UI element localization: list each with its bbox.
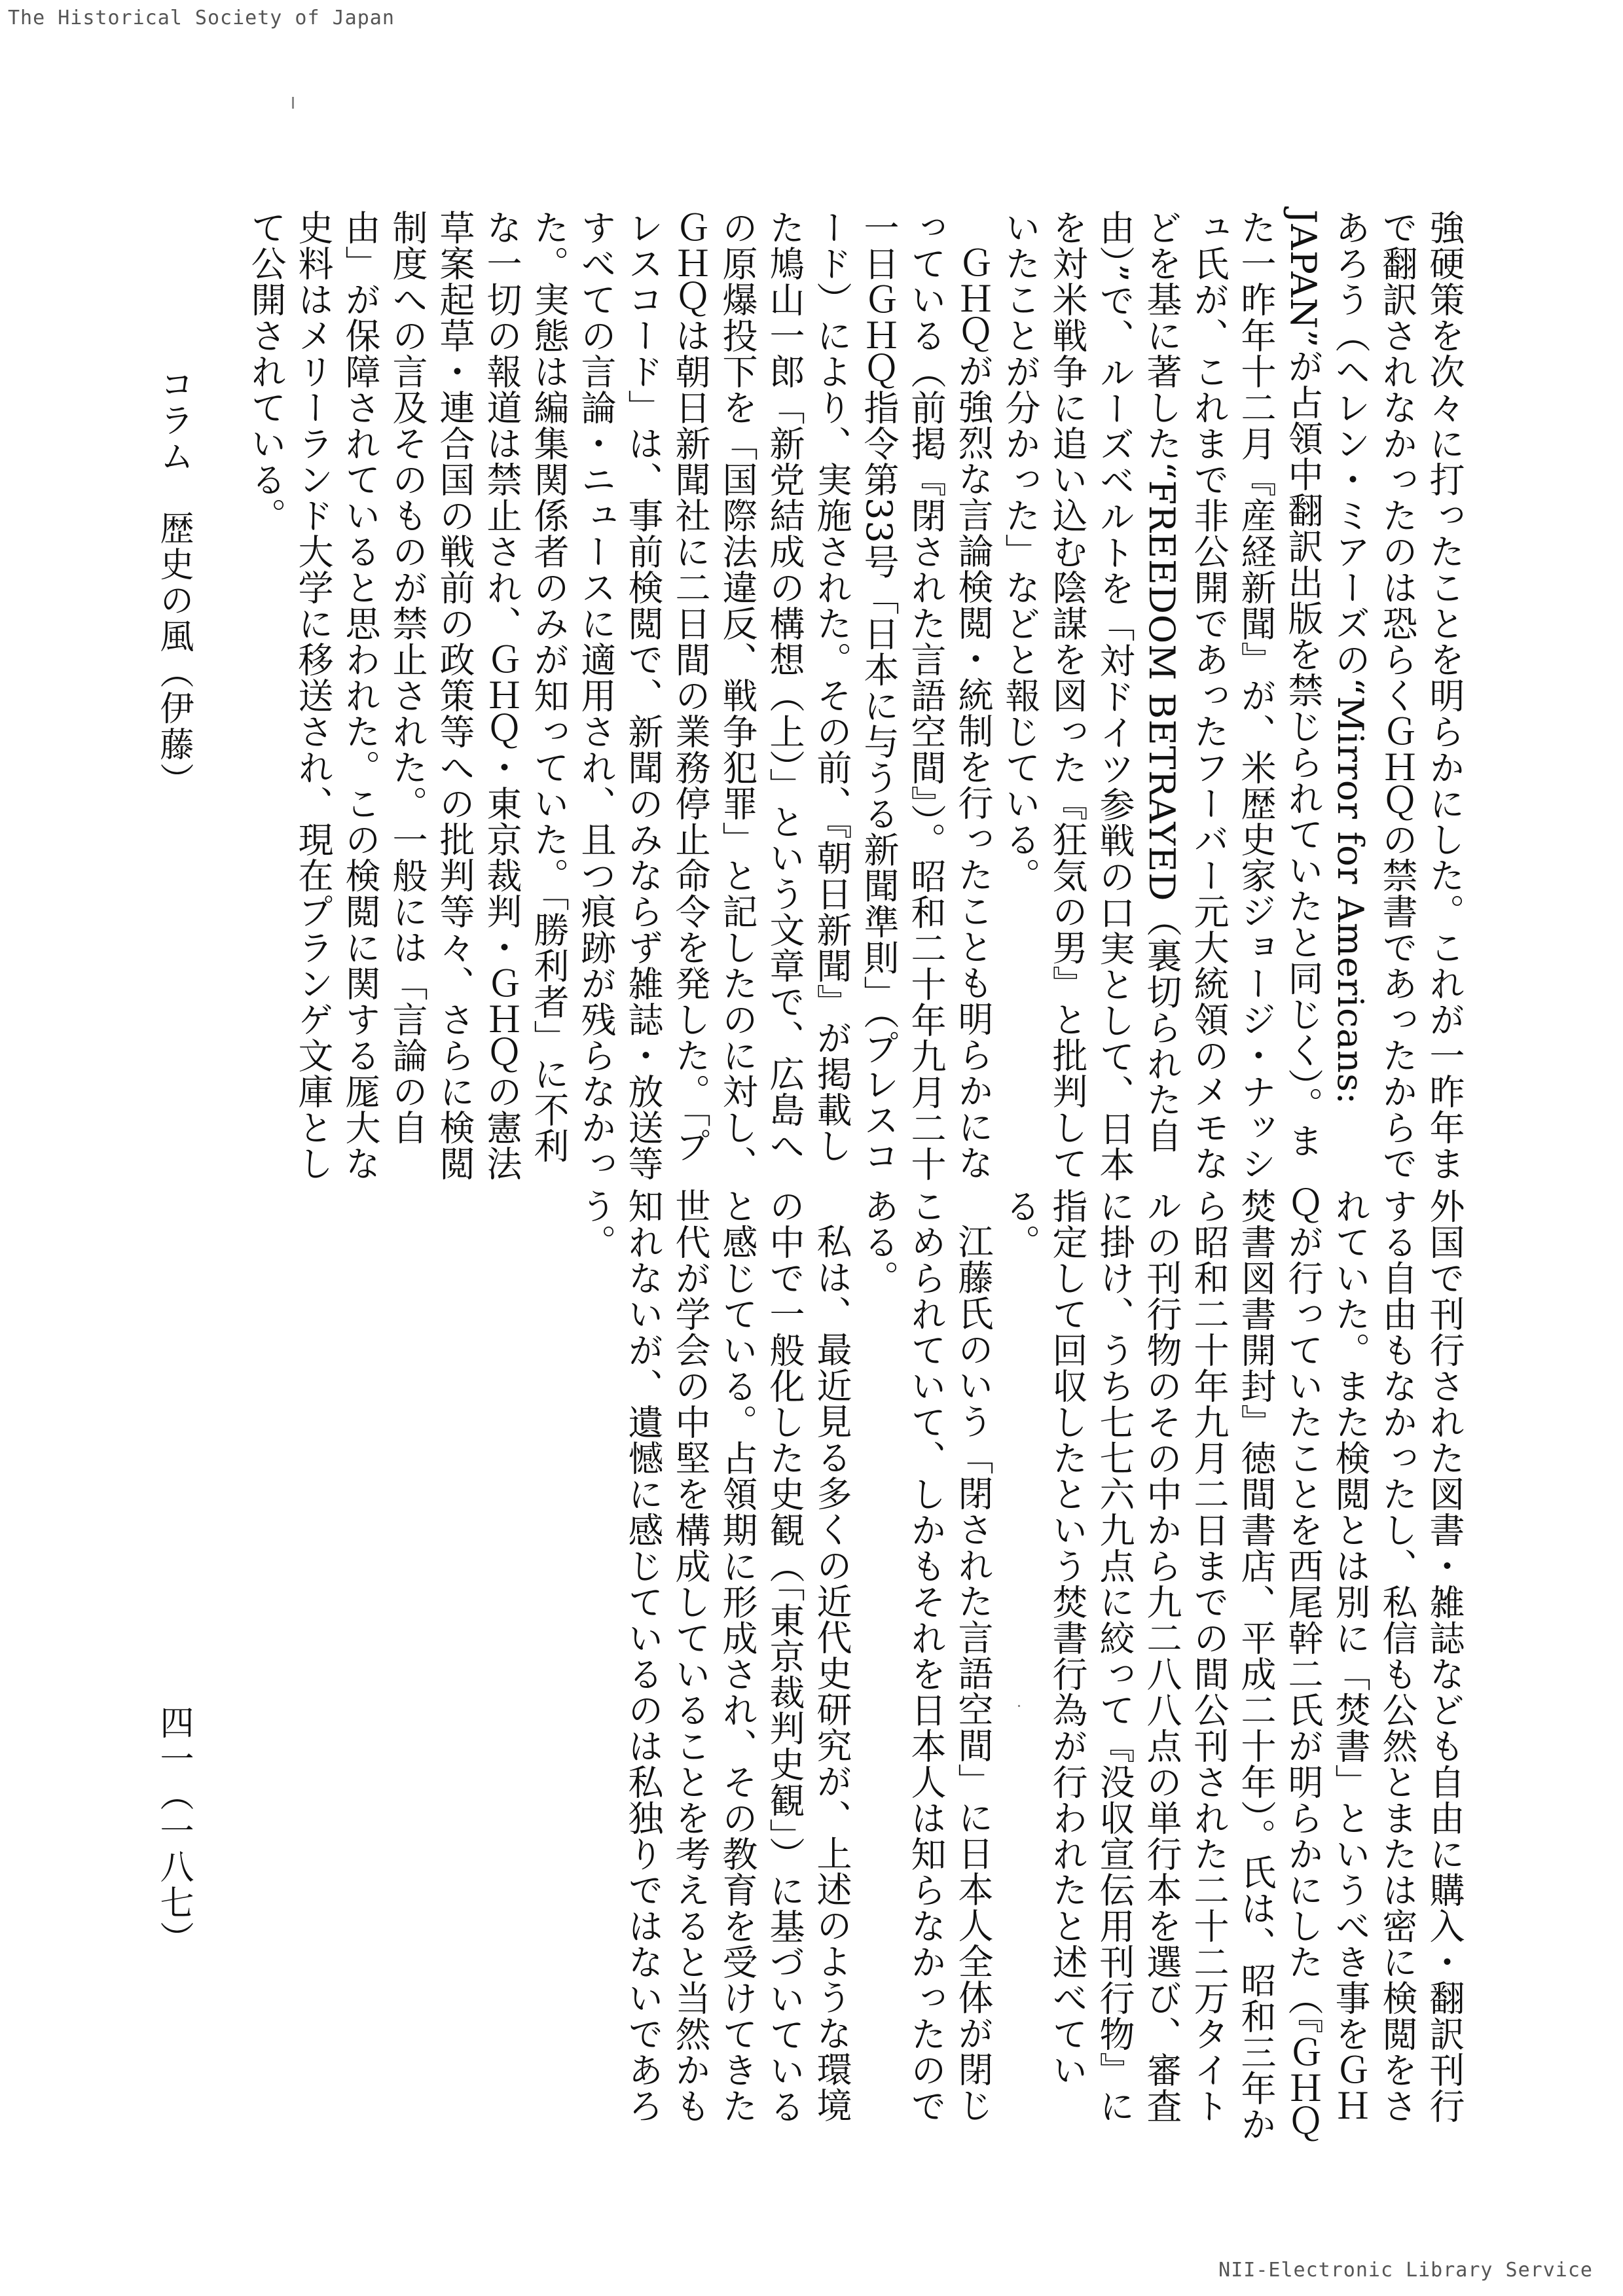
page-number: 四一（一八七） xyxy=(154,1705,193,1957)
paragraph: 強硬策を次々に打ったことを明らかにした。これが一昨年まで翻訳されなかったのは恐らくＧＨＱの禁書であったからであろう（ヘレン・ミアーズの“Mirror for Americans: JAPAN”が占領中翻訳出版を禁じられていたと同じく）。また一昨年十二月『産経新聞』が、米歴史家ジョージ・ナッシュ氏が、これまで非公開であったフーバー元大統領のメモなどを基に著した“FREEDOM BETRAYED（裏切られた自由）”で、ルーズベルトを「対ドイツ参戦の口実として、日本を対米戦争に追い込む陰謀を図った『狂気の男』と批判していたことが分かった」などと報じている。 xyxy=(1000,209,1465,1183)
running-head: コラム 歴史の風（伊藤） xyxy=(154,367,193,798)
column-text-lower xyxy=(575,1188,1468,2157)
paragraph: 外国で刊行された図書・雑誌なども自由に購入・翻訳刊行する自由もなかったし、私信も公然とまたは密に検閲をされていた。また検閲とは別に「焚書」というべき事をＧＨＱが行っていたことを西尾幹二氏が明らかにした（『ＧＨＱ焚書図書開封』徳間書店、平成二十年）。氏は、昭和三年から昭和二十年九月二日までの間公刊された二十二万タイトルの刊行物のその中から九二八八点の単行本を選び、審査に掛け、うち七七六九点に絞って『没収宣伝用刊行物』に指定して回収したという焚書行為が行われたと述べている。 xyxy=(1000,1188,1465,2142)
paragraph: 私は、最近見る多くの近代史研究が、上述のような環境の中で一般化した史観（「東京裁判史観」）に基づいていると感じている。占領期に形成され、その教育を受けてきた世代が学会の中堅を構成していることを考えると当然かも知れないが、遺憾に感じているのは私独りではないであろう。 xyxy=(575,1188,852,2125)
paragraph: 江藤氏のいう「閉された言語空間」に日本人全体が閉じこめられていて、しかもそれを日本人は知らなかったのである。 xyxy=(858,1188,994,2124)
paragraph: ＧＨＱが強烈な言論検閲・統制を行ったことも明らかになっている（前掲『閉された言語空間』）。昭和二十年九月二十一日ＧＨＱ指令第33号「日本に与うる新聞準則」（プレスコード）により、実施された。その前、『朝日新聞』が掲載した鳩山一郎「新党結成の構想（上）」という文章で、広島への原爆投下を「国際法違反、戦争犯罪」と記したのに対し、ＧＨＱは朝日新聞社に二日間の業務停止命令を発した。「プレスコード」は、事前検閲で、新聞のみならず雑誌・放送等すべての言論・ニュースに適用され、且つ痕跡が残らなかった。実態は編集関係者のみが知っていた。「勝利者」に不利な一切の報道は禁止され、ＧＨＱ・東京裁判・ＧＨＱの憲法草案起草・連合国の戦前の政策等への批判等々、さらに検閲制度への言及そのものが禁止された。一般には「言論の自由」が保障されていると思われた。この検閲に関する厖大な史料はメリーランド大学に移送され、現在プランゲ文庫として公開されている。 xyxy=(246,209,994,1182)
footer-service: NII-Electronic Library Service xyxy=(1218,2259,1593,2282)
column-text-upper xyxy=(191,209,1468,1185)
scan-mark xyxy=(292,97,294,109)
site-header: The Historical Society of Japan xyxy=(8,7,395,29)
